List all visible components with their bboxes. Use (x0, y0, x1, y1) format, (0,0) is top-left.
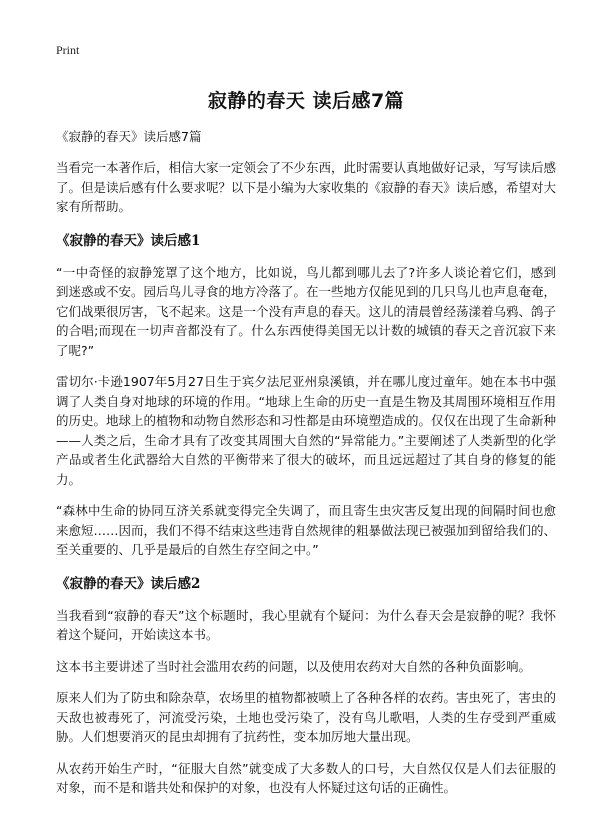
section-2-paragraph-2: 这本书主要讲述了当时社会滥用农药的问题，以及使用农药对大自然的各种负面影响。 (56, 658, 532, 674)
document-title: 寂静的春天 读后感7篇 (207, 90, 405, 112)
section-1-paragraph-1: “一中奇怪的寂静笼罩了这个地方，比如说，鸟儿都到哪儿去了?许多人谈论着它们，感到到迷惑或不安。园后鸟儿寻食的地方冷落了。在一些地方仅能见到的几只鸟儿也声息奄奄，它们战栗很厉害，飞不起来。这是一个没有声息的春天。这儿的清晨曾经荡漾着乌鸦、鸽子的合唱;而现在一切声音都没有了。什么东西使得美国无以计数的城镇的春天之音沉寂下来了呢?” (56, 264, 557, 358)
section-2-paragraph-3: 原来人们为了防虫和除杂草，农场里的植物都被喷上了各种各样的农药。害虫死了，害虫的天敌也被毒死了，河流受污染，土地也受污染了，没有鸟儿歌唱，人类的生存受到严重威胁。人们想要消灭的昆虫却拥有了抗药性，变本加厉地大量出现。 (56, 690, 557, 744)
document-page (56, 42, 556, 798)
intro-paragraph: 当看完一本著作后，相信大家一定领会了不少东西，此时需要认真地做好记录，写写读后感了。但是读后感有什么要求呢？以下是小编为大家收集的《寂静的春天》读后感，希望对大家有所帮助。 (56, 160, 557, 214)
section-heading-2: 《寂静的春天》读后感2 (56, 575, 201, 592)
section-1-paragraph-2: 雷切尔·卡逊1907年5月27日生于宾夕法尼亚州泉溪镇，并在哪儿度过童年。她在本书中强调了人类自身对地球的环境的作用。“地球上生命的历史一直是生物及其周围环境相互作用的历史。地球上的植物和动物自然形态和习性都是由环境塑造成的。仅仅在出现了生命新种——人类之后，生命才具有了改变其周围大自然的“异常能力。”主要阐述了人类新型的化学产品或者生化武器给大自然的平衡带来了很大的破坏，而且远远超过了其自身的修复的能力。 (56, 374, 557, 487)
section-2-paragraph-4: 从农药开始生产时，“征服大自然”就变成了大多数人的口号，大自然仅仅是人们去征服的对象，而不是和谐共处和保护的对象，也没有人怀疑过这句话的正确性。 (56, 760, 556, 795)
section-heading-1: 《寂静的春天》读后感1 (56, 232, 201, 249)
print-link[interactable]: Print (56, 43, 80, 57)
section-1-paragraph-3: “森林中生命的协同互济关系就变得完全失调了，而且寄生虫灾害反复出现的间隔时间也愈来愈短……因而，我们不得不结束这些违背自然规律的粗暴做法现已被强加到留给我们的、至关重要的、几乎是最后的自然生存空间之中。” (56, 503, 557, 557)
section-2-paragraph-1: 当我看到“寂静的春天”这个标题时，我心里就有个疑问：为什么春天会是寂静的呢？我怀着这个疑问，开始读这本书。 (56, 607, 556, 642)
document-subtitle: 《寂静的春天》读后感7篇 (56, 129, 202, 144)
